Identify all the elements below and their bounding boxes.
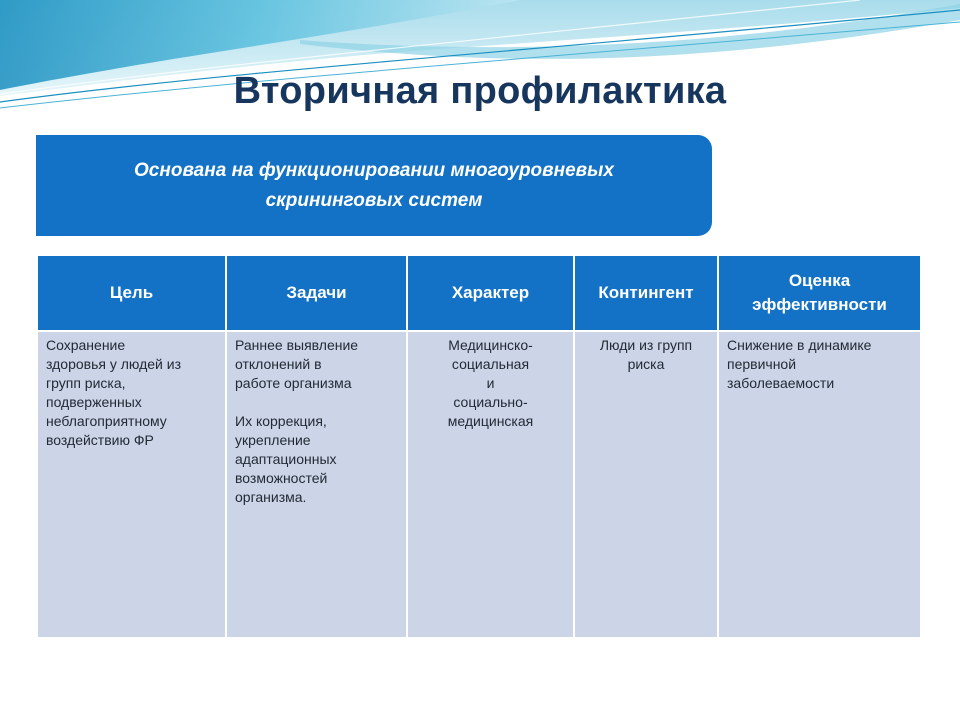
cell-character — [407, 331, 574, 638]
cell-evaluation — [718, 331, 921, 638]
header-row — [37, 255, 921, 331]
info-table — [36, 254, 922, 639]
header-evaluation: Оценка эффективности — [718, 255, 921, 331]
header-tasks: Задачи — [226, 255, 407, 331]
header-contingent: Контингент — [574, 255, 718, 331]
cell-tasks — [226, 331, 407, 638]
cell-goal — [37, 331, 226, 638]
goal-text: Сохранение здоровья у людей из групп риска, подверженных неблагоприятному воздействию ФР — [46, 337, 181, 448]
contingent-text: Люди из групп риска — [599, 337, 693, 372]
table-row — [37, 331, 921, 638]
header-character: Характер — [407, 255, 574, 331]
character-text: Медицинско- социальная и социально- медицинская — [447, 337, 534, 429]
slide-title: Вторичная профилактика — [233, 70, 727, 112]
banner — [36, 135, 712, 236]
evaluation-text: Снижение в динамике первичной заболеваемости — [727, 337, 872, 391]
cell-contingent — [574, 331, 718, 638]
tasks-text-2: Их коррекция, укрепление адаптационных возможностей организма. — [235, 413, 337, 505]
banner-text: Основана на функционировании многоуровневых скрининговых систем — [134, 159, 614, 211]
header-goal: Цель — [37, 255, 226, 331]
tasks-text-1: Раннее выявление отклонений в работе организма — [235, 337, 359, 391]
